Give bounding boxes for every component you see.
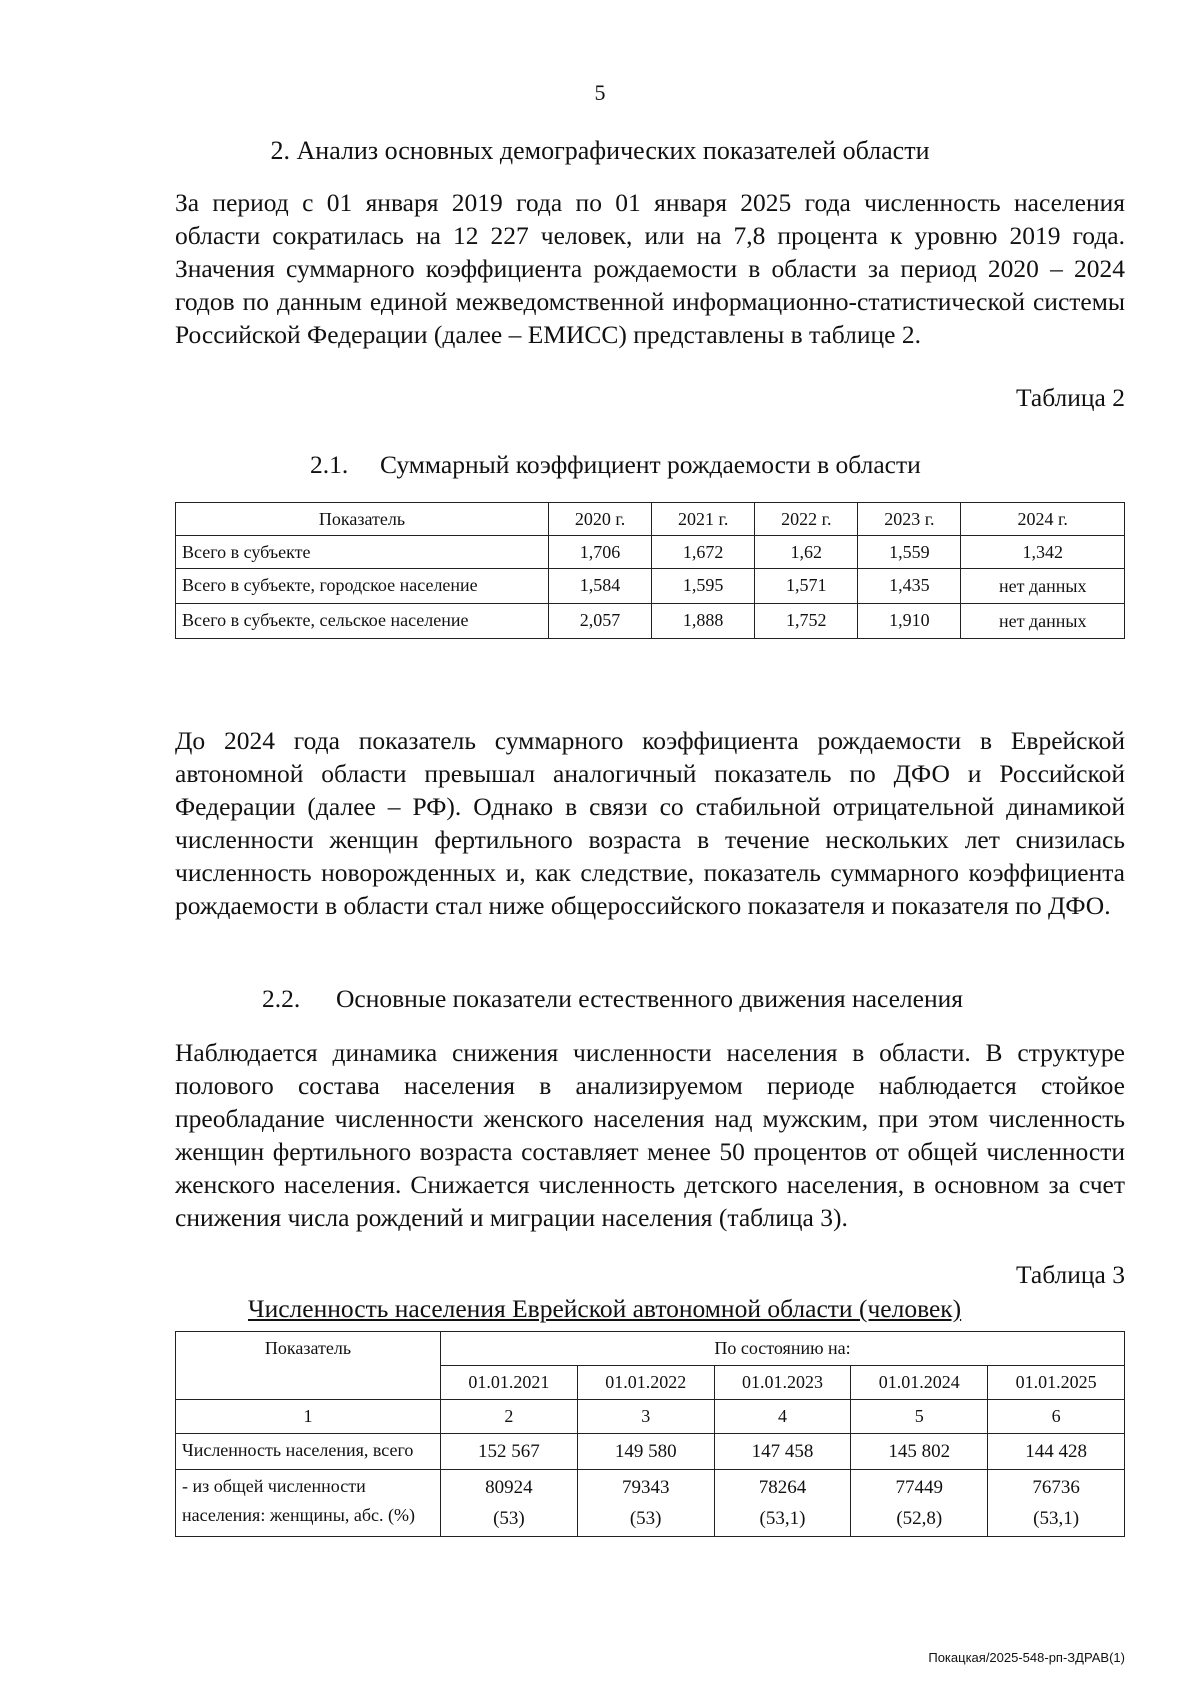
cell-share: (53) <box>629 1508 662 1529</box>
table-cell: 1,571 <box>755 569 858 604</box>
section-heading: 2. Анализ основных демографических показателей области <box>270 136 930 165</box>
table-cell: 1,910 <box>858 604 961 639</box>
column-number: 6 <box>988 1400 1125 1434</box>
header-cell: Показатель <box>176 503 549 536</box>
table-cell <box>988 1470 1125 1537</box>
cell-value: 78264 <box>758 1477 807 1498</box>
header-group-cell: По состоянию на: <box>441 1332 1125 1366</box>
table3-caption: Численность населения Еврейской автономной области (человек) <box>248 1294 962 1323</box>
page-number: 5 <box>594 80 606 105</box>
header-cell: 2023 г. <box>858 503 961 536</box>
table-row <box>176 1434 1125 1470</box>
column-number-row <box>176 1400 1125 1434</box>
cell-value: 76736 <box>1032 1477 1080 1498</box>
cell-share: (53) <box>493 1508 525 1529</box>
row-label: Всего в субъекте, городское население <box>176 569 549 604</box>
table2-subsection-title: Суммарный коэффициент рождаемости в области <box>380 450 921 479</box>
table-cell <box>441 1470 578 1537</box>
subsection-2-2-heading <box>262 984 963 1014</box>
header-cell: 2022 г. <box>755 503 858 536</box>
row-label: Всего в субъекте, сельское население <box>176 604 549 639</box>
table-cell: 145 802 <box>851 1434 988 1470</box>
table-cell: нет данных <box>961 569 1125 604</box>
column-number: 5 <box>851 1400 988 1434</box>
row-label: - из общей численности населения: женщины, абс. (%) <box>176 1470 441 1537</box>
table-cell: 1,62 <box>755 536 858 569</box>
column-number: 3 <box>577 1400 714 1434</box>
row-label: Численность населения, всего <box>176 1434 441 1470</box>
table-cell: 144 428 <box>988 1434 1125 1470</box>
table-cell: 1,672 <box>652 536 755 569</box>
date-cell: 01.01.2023 <box>714 1366 851 1400</box>
table-cell: 1,559 <box>858 536 961 569</box>
table-cell: 1,584 <box>549 569 652 604</box>
table-cell <box>577 1470 714 1537</box>
table-cell: нет данных <box>961 604 1125 639</box>
subsection-2-2-title: Основные показатели естественного движения населения <box>336 984 963 1013</box>
table-header-row <box>176 503 1125 536</box>
table-cell: 152 567 <box>441 1434 578 1470</box>
header-cell: Показатель <box>176 1332 441 1400</box>
table-cell: 1,342 <box>961 536 1125 569</box>
population-paragraph: Наблюдается динамика снижения численности населения в области. В структуре полового состава населения в анализируемом периоде наблюдается стойкое преобладание численности женского населения над мужским, при этом численность женщин фертильного возраста составляет менее 50 процентов от общей численности женского населения. Снижается численность детского населения, в основном за счет снижения числа рождений и миграции населения (таблица 3). <box>175 1038 1125 1232</box>
header-cell: 2021 г. <box>652 503 755 536</box>
column-number: 1 <box>176 1400 441 1434</box>
table-row <box>176 569 1125 604</box>
table-header-row <box>176 1332 1125 1366</box>
table-cell: 1,595 <box>652 569 755 604</box>
intro-paragraph: За период с 01 января 2019 года по 01 января 2025 года численность населения области сократилась на 12 227 человек, или на 7,8 процента к уровню 2019 года. Значения суммарного коэффициента рождаемости в области за период 2020 – 2024 годов по данным единой межведомственной информационно-статистической системы Российской Федерации (далее – ЕМИСС) представлены в таблице 2. <box>175 188 1125 349</box>
header-cell: 2024 г. <box>961 503 1125 536</box>
table-cell: 1,435 <box>858 569 961 604</box>
table-row <box>176 604 1125 639</box>
table3-label: Таблица 3 <box>1015 1260 1125 1289</box>
cell-share: (52,8) <box>896 1508 943 1529</box>
header-cell: 2020 г. <box>549 503 652 536</box>
cell-value: 79343 <box>621 1477 670 1498</box>
population-table <box>175 1331 1125 1537</box>
birth-rate-paragraph: До 2024 года показатель суммарного коэффициента рождаемости в Еврейской автономной области превышал аналогичный показатель по ДФО и Российской Федерации (далее – РФ). Однако в связи со стабильной отрицательной динамикой численности женщин фертильного возраста в течение нескольких лет снизилась численность новорожденных и, как следствие, показатель суммарного коэффициента рождаемости в области стал ниже общероссийского показателя и показателя по ДФО. <box>175 726 1125 920</box>
cell-value: 80924 <box>485 1477 533 1498</box>
table2-subsection-number: 2.1. <box>310 450 349 479</box>
cell-value: 77449 <box>895 1477 944 1498</box>
document-footer: Покацкая/2025-548-рп-ЗДРАВ(1) <box>928 1650 1125 1665</box>
date-cell: 01.01.2021 <box>441 1366 578 1400</box>
table-cell: 147 458 <box>714 1434 851 1470</box>
column-number: 4 <box>714 1400 851 1434</box>
table-row <box>176 536 1125 569</box>
table-cell: 1,752 <box>755 604 858 639</box>
table-cell: 2,057 <box>549 604 652 639</box>
column-number: 2 <box>441 1400 578 1434</box>
table-cell <box>714 1470 851 1537</box>
table-row <box>176 1470 1125 1537</box>
table2-label: Таблица 2 <box>1015 383 1125 412</box>
row-label: Всего в субъекте <box>176 536 549 569</box>
cell-share: (53,1) <box>759 1508 806 1529</box>
date-cell: 01.01.2024 <box>851 1366 988 1400</box>
date-cell: 01.01.2025 <box>988 1366 1125 1400</box>
table2-title <box>310 450 921 480</box>
cell-share: (53,1) <box>1033 1508 1080 1529</box>
table-cell <box>851 1470 988 1537</box>
date-cell: 01.01.2022 <box>577 1366 714 1400</box>
birth-rate-table <box>175 502 1125 639</box>
table-cell: 149 580 <box>577 1434 714 1470</box>
table-cell: 1,888 <box>652 604 755 639</box>
subsection-2-2-number: 2.2. <box>262 984 301 1013</box>
table-cell: 1,706 <box>549 536 652 569</box>
